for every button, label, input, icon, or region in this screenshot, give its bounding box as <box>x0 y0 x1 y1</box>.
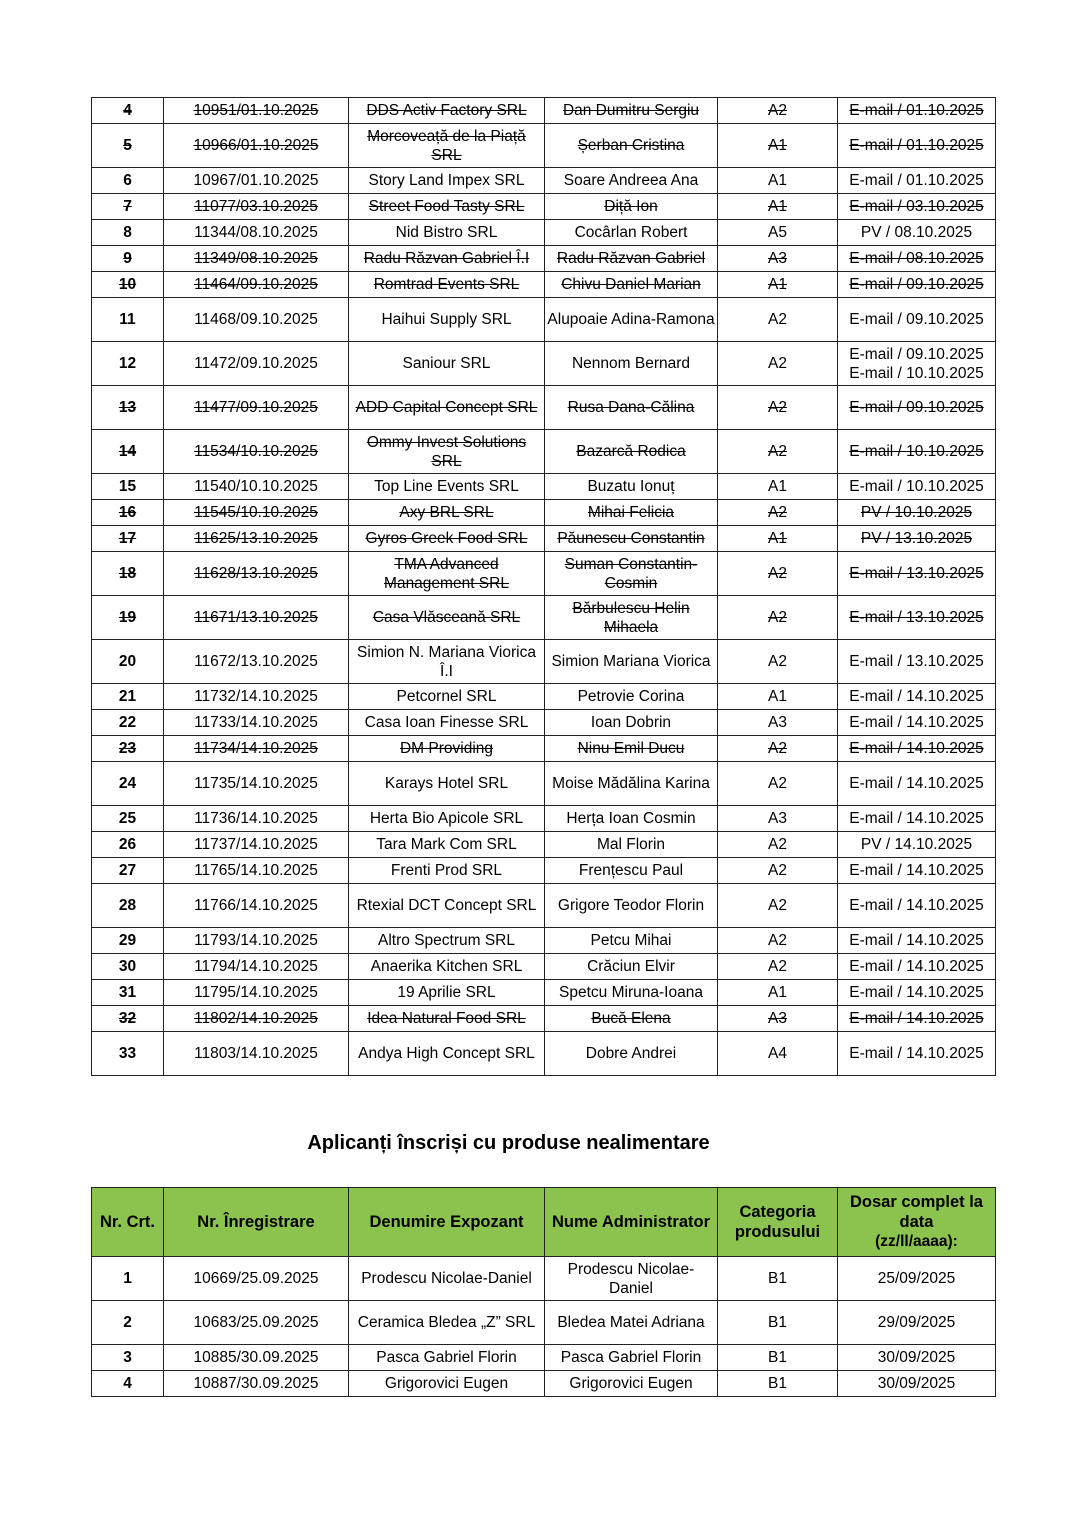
table-row <box>92 762 996 806</box>
table-row <box>92 640 996 684</box>
file-date-cell: E-mail / 10.10.2025 <box>838 474 996 500</box>
administrator-cell: Alupoaie Adina-Ramona <box>545 298 718 342</box>
nr-cell: 33 <box>92 1032 164 1076</box>
administrator-cell: Ninu Emil Ducu <box>545 736 718 762</box>
file-date-cell: E-mail / 09.10.2025 <box>838 272 996 298</box>
category-cell: A2 <box>718 98 838 124</box>
file-date-cell: E-mail / 09.10.2025 E-mail / 10.10.2025 <box>838 342 996 386</box>
nr-cell: 26 <box>92 832 164 858</box>
company-cell: Romtrad Events SRL <box>349 272 545 298</box>
registration-cell: 11793/14.10.2025 <box>164 928 349 954</box>
category-cell: A3 <box>718 806 838 832</box>
file-date-cell: E-mail / 14.10.2025 <box>838 736 996 762</box>
company-cell: Herta Bio Apicole SRL <box>349 806 545 832</box>
category-cell: A1 <box>718 526 838 552</box>
nr-cell: 30 <box>92 954 164 980</box>
administrator-cell: Păunescu Constantin <box>545 526 718 552</box>
registration-cell: 11349/08.10.2025 <box>164 246 349 272</box>
table-row <box>92 954 996 980</box>
registration-cell: 11472/09.10.2025 <box>164 342 349 386</box>
file-date-cell: E-mail / 14.10.2025 <box>838 858 996 884</box>
registration-cell: 11628/13.10.2025 <box>164 552 349 596</box>
company-cell: Pasca Gabriel Florin <box>349 1345 545 1371</box>
company-cell: Street Food Tasty SRL <box>349 194 545 220</box>
company-cell: 19 Aprilie SRL <box>349 980 545 1006</box>
file-date-cell: E-mail / 08.10.2025 <box>838 246 996 272</box>
registration-cell: 11077/03.10.2025 <box>164 194 349 220</box>
company-cell: DM Providing <box>349 736 545 762</box>
category-cell: A3 <box>718 1006 838 1032</box>
nr-cell: 28 <box>92 884 164 928</box>
registration-cell: 11344/08.10.2025 <box>164 220 349 246</box>
administrator-cell: Moise Mădălina Karina <box>545 762 718 806</box>
administrator-cell: Chivu Daniel Marian <box>545 272 718 298</box>
file-date-cell: E-mail / 13.10.2025 <box>838 552 996 596</box>
registration-cell: 10669/25.09.2025 <box>164 1257 349 1301</box>
registration-cell: 11733/14.10.2025 <box>164 710 349 736</box>
company-cell: Grigorovici Eugen <box>349 1371 545 1397</box>
nr-cell: 7 <box>92 194 164 220</box>
category-cell: A1 <box>718 194 838 220</box>
table-row <box>92 500 996 526</box>
header-dosar-complet <box>838 1188 996 1257</box>
nr-cell: 4 <box>92 98 164 124</box>
nr-cell: 12 <box>92 342 164 386</box>
nr-cell: 25 <box>92 806 164 832</box>
category-cell: A2 <box>718 386 838 430</box>
administrator-cell: Dobre Andrei <box>545 1032 718 1076</box>
company-cell: Petcornel SRL <box>349 684 545 710</box>
table-row <box>92 1371 996 1397</box>
registration-cell: 10683/25.09.2025 <box>164 1301 349 1345</box>
file-date-cell: E-mail / 14.10.2025 <box>838 928 996 954</box>
company-cell: Ceramica Bledea „Z” SRL <box>349 1301 545 1345</box>
administrator-cell: Petrovie Corina <box>545 684 718 710</box>
company-cell: Frenti Prod SRL <box>349 858 545 884</box>
table-row <box>92 430 996 474</box>
category-cell: A2 <box>718 832 838 858</box>
company-cell: Tara Mark Com SRL <box>349 832 545 858</box>
registration-cell: 11803/14.10.2025 <box>164 1032 349 1076</box>
nr-cell: 23 <box>92 736 164 762</box>
table-row <box>92 832 996 858</box>
table-row <box>92 684 996 710</box>
table-row <box>92 124 996 168</box>
company-cell: Radu Răzvan Gabriel Î.I <box>349 246 545 272</box>
administrator-cell: Rusa Dana-Călina <box>545 386 718 430</box>
administrator-cell: Suman Constantin-Cosmin <box>545 552 718 596</box>
file-date-cell: 30/09/2025 <box>838 1345 996 1371</box>
administrator-cell: Ioan Dobrin <box>545 710 718 736</box>
file-date-cell: E-mail / 14.10.2025 <box>838 762 996 806</box>
administrator-cell: Grigorovici Eugen <box>545 1371 718 1397</box>
company-cell: TMA Advanced Management SRL <box>349 552 545 596</box>
company-cell: Rtexial DCT Concept SRL <box>349 884 545 928</box>
non-food-applicants-table <box>91 1187 996 1397</box>
category-cell: A2 <box>718 954 838 980</box>
category-cell: B1 <box>718 1345 838 1371</box>
table-row <box>92 1301 996 1345</box>
table-row <box>92 298 996 342</box>
file-date-cell: PV / 13.10.2025 <box>838 526 996 552</box>
administrator-cell: Radu Răzvan Gabriel <box>545 246 718 272</box>
registration-cell: 11795/14.10.2025 <box>164 980 349 1006</box>
file-date-cell: E-mail / 13.10.2025 <box>838 596 996 640</box>
registration-cell: 11735/14.10.2025 <box>164 762 349 806</box>
table-row <box>92 806 996 832</box>
administrator-cell: Șerban Cristina <box>545 124 718 168</box>
category-cell: A2 <box>718 596 838 640</box>
administrator-cell: Frențescu Paul <box>545 858 718 884</box>
category-cell: A2 <box>718 762 838 806</box>
registration-cell: 11464/09.10.2025 <box>164 272 349 298</box>
registration-cell: 11540/10.10.2025 <box>164 474 349 500</box>
registration-cell: 10887/30.09.2025 <box>164 1371 349 1397</box>
nr-cell: 1 <box>92 1257 164 1301</box>
table-row <box>92 272 996 298</box>
table-row <box>92 98 996 124</box>
nr-cell: 29 <box>92 928 164 954</box>
category-cell: A2 <box>718 500 838 526</box>
registration-cell: 11766/14.10.2025 <box>164 884 349 928</box>
table-row <box>92 220 996 246</box>
registration-cell: 11477/09.10.2025 <box>164 386 349 430</box>
header-nume-administrator: Nume Administrator <box>545 1188 718 1257</box>
registration-cell: 10966/01.10.2025 <box>164 124 349 168</box>
category-cell: A1 <box>718 272 838 298</box>
company-cell: Altro Spectrum SRL <box>349 928 545 954</box>
company-cell: Nid Bistro SRL <box>349 220 545 246</box>
registration-cell: 11802/14.10.2025 <box>164 1006 349 1032</box>
file-date-cell: E-mail / 14.10.2025 <box>838 684 996 710</box>
table-row <box>92 526 996 552</box>
category-cell: B1 <box>718 1371 838 1397</box>
registration-cell: 11468/09.10.2025 <box>164 298 349 342</box>
table-row <box>92 474 996 500</box>
category-cell: A1 <box>718 980 838 1006</box>
company-cell: Ommy Invest Solutions SRL <box>349 430 545 474</box>
category-cell: A1 <box>718 124 838 168</box>
category-cell: A2 <box>718 298 838 342</box>
category-cell: A2 <box>718 884 838 928</box>
table-row <box>92 928 996 954</box>
file-date-cell: 30/09/2025 <box>838 1371 996 1397</box>
file-date-cell: E-mail / 14.10.2025 <box>838 710 996 736</box>
registration-cell: 11545/10.10.2025 <box>164 500 349 526</box>
file-date-cell: PV / 14.10.2025 <box>838 832 996 858</box>
registration-cell: 11794/14.10.2025 <box>164 954 349 980</box>
table-row <box>92 884 996 928</box>
nr-cell: 27 <box>92 858 164 884</box>
registration-cell: 11734/14.10.2025 <box>164 736 349 762</box>
file-date-cell: E-mail / 09.10.2025 <box>838 298 996 342</box>
company-cell: DDS Activ Factory SRL <box>349 98 545 124</box>
table-row <box>92 858 996 884</box>
administrator-cell: Bledea Matei Adriana <box>545 1301 718 1345</box>
administrator-cell: Mal Florin <box>545 832 718 858</box>
nr-cell: 32 <box>92 1006 164 1032</box>
file-date-cell: E-mail / 14.10.2025 <box>838 1006 996 1032</box>
administrator-cell: Diță Ion <box>545 194 718 220</box>
administrator-cell: Bărbulescu Helin Mihaela <box>545 596 718 640</box>
category-cell: A4 <box>718 1032 838 1076</box>
category-cell: A2 <box>718 342 838 386</box>
company-cell: Saniour SRL <box>349 342 545 386</box>
administrator-cell: Bazarcă Rodica <box>545 430 718 474</box>
table-row <box>92 194 996 220</box>
nr-cell: 18 <box>92 552 164 596</box>
administrator-cell: Nennom Bernard <box>545 342 718 386</box>
table-row <box>92 980 996 1006</box>
category-cell: A3 <box>718 710 838 736</box>
nr-cell: 9 <box>92 246 164 272</box>
header-categoria-produsului: Categoria produsului <box>718 1188 838 1257</box>
registration-cell: 10967/01.10.2025 <box>164 168 349 194</box>
file-date-cell: E-mail / 10.10.2025 <box>838 430 996 474</box>
file-date-cell: PV / 08.10.2025 <box>838 220 996 246</box>
administrator-cell: Mihai Felicia <box>545 500 718 526</box>
file-date-cell: 25/09/2025 <box>838 1257 996 1301</box>
company-cell: Prodescu Nicolae-Daniel <box>349 1257 545 1301</box>
administrator-cell: Herța Ioan Cosmin <box>545 806 718 832</box>
registration-cell: 11672/13.10.2025 <box>164 640 349 684</box>
table-header-row <box>92 1188 996 1257</box>
category-cell: A2 <box>718 928 838 954</box>
registration-cell: 10885/30.09.2025 <box>164 1345 349 1371</box>
registration-cell: 11732/14.10.2025 <box>164 684 349 710</box>
file-date-cell: E-mail / 13.10.2025 <box>838 640 996 684</box>
administrator-cell: Buzatu Ionuț <box>545 474 718 500</box>
header-denumire-expozant: Denumire Expozant <box>349 1188 545 1257</box>
registration-cell: 11736/14.10.2025 <box>164 806 349 832</box>
company-cell: Top Line Events SRL <box>349 474 545 500</box>
header-dosar-complet-line1: Dosar complet la data <box>850 1193 983 1231</box>
nr-cell: 14 <box>92 430 164 474</box>
header-nr-inregistrare: Nr. Înregistrare <box>164 1188 349 1257</box>
nr-cell: 19 <box>92 596 164 640</box>
company-cell: Axy BRL SRL <box>349 500 545 526</box>
company-cell: Haihui Supply SRL <box>349 298 545 342</box>
nr-cell: 22 <box>92 710 164 736</box>
table-row <box>92 596 996 640</box>
file-date-cell: E-mail / 01.10.2025 <box>838 168 996 194</box>
registration-cell: 11625/13.10.2025 <box>164 526 349 552</box>
nr-cell: 16 <box>92 500 164 526</box>
category-cell: B1 <box>718 1257 838 1301</box>
nr-cell: 5 <box>92 124 164 168</box>
registration-cell: 11765/14.10.2025 <box>164 858 349 884</box>
category-cell: B1 <box>718 1301 838 1345</box>
category-cell: A1 <box>718 474 838 500</box>
company-cell: ADD Capital Concept SRL <box>349 386 545 430</box>
administrator-cell: Grigore Teodor Florin <box>545 884 718 928</box>
category-cell: A2 <box>718 430 838 474</box>
company-cell: Morcoveață de la Piață SRL <box>349 124 545 168</box>
company-cell: Idea Natural Food SRL <box>349 1006 545 1032</box>
administrator-cell: Prodescu Nicolae-Daniel <box>545 1257 718 1301</box>
registration-cell: 10951/01.10.2025 <box>164 98 349 124</box>
nr-cell: 11 <box>92 298 164 342</box>
category-cell: A2 <box>718 858 838 884</box>
nr-cell: 6 <box>92 168 164 194</box>
nr-cell: 13 <box>92 386 164 430</box>
administrator-cell: Bucă Elena <box>545 1006 718 1032</box>
administrator-cell: Petcu Mihai <box>545 928 718 954</box>
nr-cell: 4 <box>92 1371 164 1397</box>
company-cell: Karays Hotel SRL <box>349 762 545 806</box>
administrator-cell: Pasca Gabriel Florin <box>545 1345 718 1371</box>
category-cell: A1 <box>718 684 838 710</box>
registration-cell: 11671/13.10.2025 <box>164 596 349 640</box>
table-row <box>92 1006 996 1032</box>
table-row <box>92 1257 996 1301</box>
nr-cell: 15 <box>92 474 164 500</box>
category-cell: A2 <box>718 640 838 684</box>
table-row <box>92 168 996 194</box>
food-applicants-table <box>91 97 996 1076</box>
company-cell: Andya High Concept SRL <box>349 1032 545 1076</box>
table-row <box>92 736 996 762</box>
file-date-cell: E-mail / 01.10.2025 <box>838 124 996 168</box>
company-cell: Casa Ioan Finesse SRL <box>349 710 545 736</box>
header-nr-crt: Nr. Crt. <box>92 1188 164 1257</box>
table-row <box>92 1032 996 1076</box>
nr-cell: 2 <box>92 1301 164 1345</box>
table-row <box>92 386 996 430</box>
registration-cell: 11737/14.10.2025 <box>164 832 349 858</box>
nr-cell: 8 <box>92 220 164 246</box>
category-cell: A3 <box>718 246 838 272</box>
file-date-cell: E-mail / 14.10.2025 <box>838 954 996 980</box>
company-cell: Story Land Impex SRL <box>349 168 545 194</box>
section-title-non-food: Aplicanți înscriși cu produse nealimentare <box>307 1132 710 1154</box>
table-row <box>92 552 996 596</box>
file-date-cell: E-mail / 01.10.2025 <box>838 98 996 124</box>
header-dosar-complet-format: (zz/ll/aaaa): <box>875 1233 958 1250</box>
administrator-cell: Simion Mariana Viorica <box>545 640 718 684</box>
company-cell: Gyros Greek Food SRL <box>349 526 545 552</box>
nr-cell: 3 <box>92 1345 164 1371</box>
file-date-cell: 29/09/2025 <box>838 1301 996 1345</box>
category-cell: A2 <box>718 736 838 762</box>
administrator-cell: Crăciun Elvir <box>545 954 718 980</box>
administrator-cell: Dan Dumitru Sergiu <box>545 98 718 124</box>
company-cell: Anaerika Kitchen SRL <box>349 954 545 980</box>
category-cell: A1 <box>718 168 838 194</box>
administrator-cell: Cocârlan Robert <box>545 220 718 246</box>
administrator-cell: Spetcu Miruna-Ioana <box>545 980 718 1006</box>
file-date-cell: E-mail / 14.10.2025 <box>838 884 996 928</box>
table-row <box>92 1345 996 1371</box>
registration-cell: 11534/10.10.2025 <box>164 430 349 474</box>
file-date-cell: E-mail / 09.10.2025 <box>838 386 996 430</box>
table-row <box>92 246 996 272</box>
category-cell: A5 <box>718 220 838 246</box>
file-date-cell: E-mail / 14.10.2025 <box>838 806 996 832</box>
file-date-cell: E-mail / 14.10.2025 <box>838 980 996 1006</box>
file-date-cell: E-mail / 03.10.2025 <box>838 194 996 220</box>
nr-cell: 20 <box>92 640 164 684</box>
category-cell: A2 <box>718 552 838 596</box>
nr-cell: 24 <box>92 762 164 806</box>
nr-cell: 21 <box>92 684 164 710</box>
company-cell: Simion N. Mariana Viorica Î.I <box>349 640 545 684</box>
file-date-cell: E-mail / 14.10.2025 <box>838 1032 996 1076</box>
administrator-cell: Soare Andreea Ana <box>545 168 718 194</box>
nr-cell: 31 <box>92 980 164 1006</box>
nr-cell: 17 <box>92 526 164 552</box>
table-row <box>92 710 996 736</box>
nr-cell: 10 <box>92 272 164 298</box>
table-row <box>92 342 996 386</box>
file-date-cell: PV / 10.10.2025 <box>838 500 996 526</box>
company-cell: Casa Vlăsceană SRL <box>349 596 545 640</box>
